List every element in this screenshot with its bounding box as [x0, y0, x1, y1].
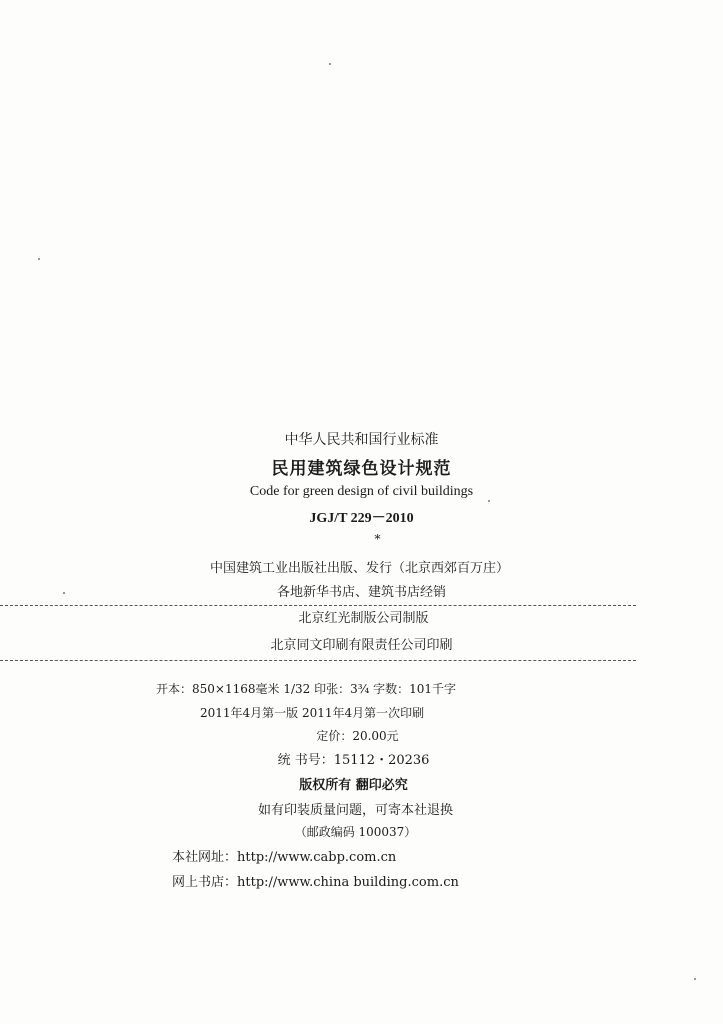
- rights-notice: 版权所有 翻印必究: [299, 778, 408, 793]
- scan-speck: [694, 978, 696, 980]
- website-line: 本社网址：http://www.cabp.com.cn: [172, 850, 397, 865]
- printer-line: 北京同文印刷有限责任公司印刷: [270, 638, 453, 653]
- price: 定价：20.00元: [316, 729, 399, 743]
- dashed-divider-top: [0, 605, 636, 606]
- format-specs: 开本：850×1168毫米 1/32 印张：3¾ 字数：101千字: [156, 682, 457, 696]
- standard-code: JGJ/T 229－2010: [309, 511, 414, 526]
- quality-notice: 如有印装质量问题，可寄本社退换: [257, 803, 453, 818]
- star-mark: *: [374, 532, 381, 546]
- scan-speck: [329, 63, 331, 65]
- edition-dates: 2011年4月第一版 2011年4月第一次印刷: [200, 706, 425, 720]
- dashed-divider-bottom: [0, 660, 636, 661]
- platemaking-line: 北京红光制版公司制版: [298, 611, 429, 626]
- postal-code: （邮政编码 100037）: [294, 825, 417, 839]
- title-cn: 民用建筑绿色设计规范: [271, 459, 452, 479]
- scan-speck: [38, 258, 40, 260]
- scan-speck: [488, 500, 490, 502]
- distribution-line: 各地新华书店、建筑书店经销: [276, 585, 446, 600]
- publisher-line: 中国建筑工业出版社出版、发行（北京西郊百万庄）: [209, 561, 509, 576]
- title-en: Code for green design of civil buildings: [249, 484, 474, 499]
- book-number: 统 书号：15112・20236: [277, 753, 430, 768]
- standard-type: 中华人民共和国行业标准: [284, 432, 439, 448]
- online-store-line: 网上书店：http://www.china building.com.cn: [172, 875, 459, 890]
